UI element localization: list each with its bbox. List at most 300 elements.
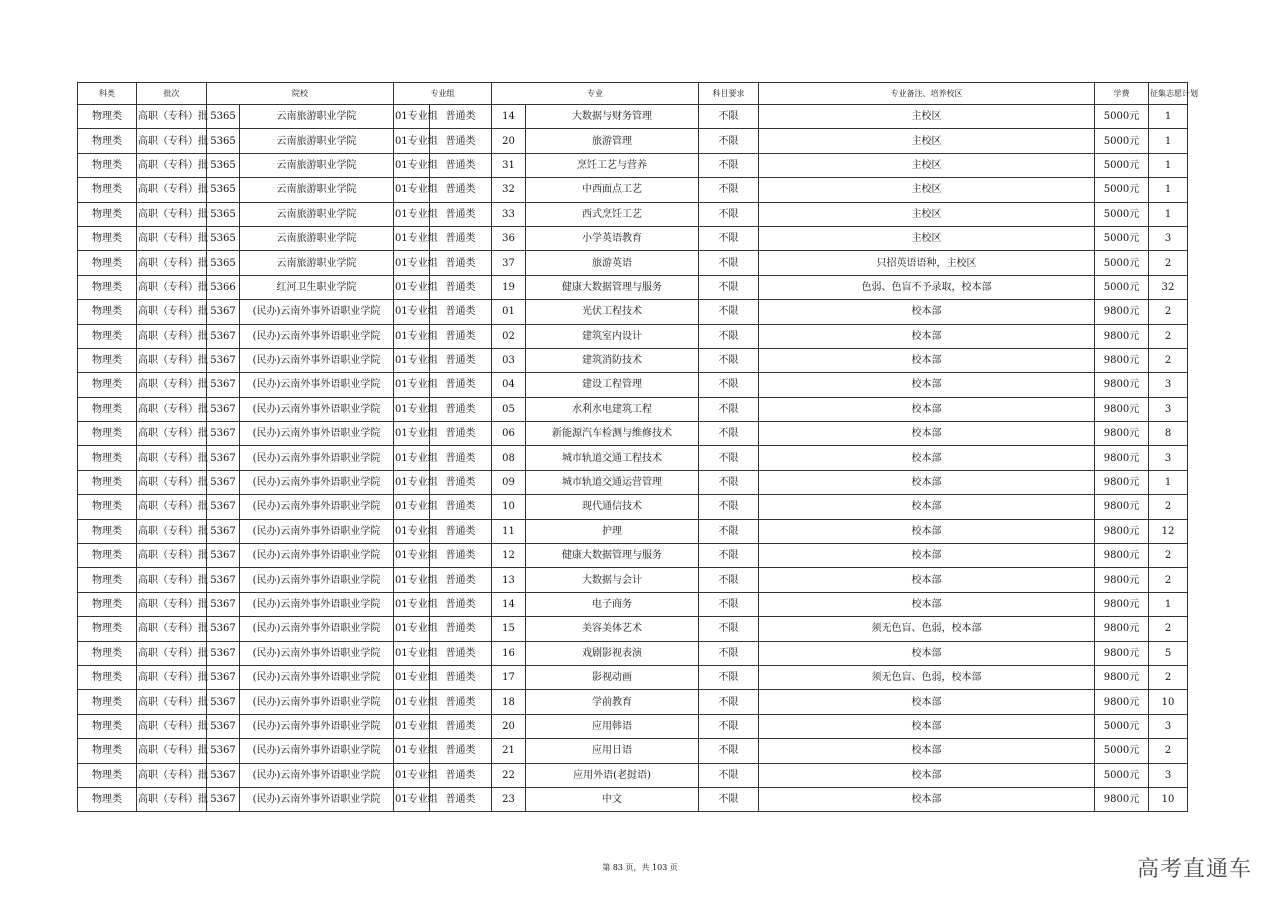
cell-major-code: 09 [492, 470, 526, 494]
cell-remarks: 校本部 [759, 470, 1095, 494]
cell-school-name: 云南旅游职业学院 [240, 105, 394, 129]
cell-group-type: 普通类 [430, 202, 492, 226]
cell-remarks: 校本部 [759, 787, 1095, 811]
cell-batch: 高职（专科）批 [137, 714, 207, 738]
cell-group-type: 普通类 [430, 617, 492, 641]
cell-batch: 高职（专科）批 [137, 519, 207, 543]
cell-school-code: 5367 [207, 373, 240, 397]
cell-batch: 高职（专科）批 [137, 397, 207, 421]
cell-plan: 2 [1149, 495, 1188, 519]
cell-category: 物理类 [78, 690, 137, 714]
cell-remarks: 主校区 [759, 226, 1095, 250]
cell-major-code: 15 [492, 617, 526, 641]
cell-major-name: 大数据与会计 [526, 568, 699, 592]
cell-remarks: 校本部 [759, 714, 1095, 738]
cell-school-code: 5366 [207, 275, 240, 299]
cell-category: 物理类 [78, 470, 137, 494]
cell-plan: 3 [1149, 714, 1188, 738]
cell-major-code: 16 [492, 641, 526, 665]
cell-major-code: 03 [492, 348, 526, 372]
table-header-row [78, 83, 1188, 105]
cell-school-code: 5365 [207, 226, 240, 250]
cell-batch: 高职（专科）批 [137, 178, 207, 202]
cell-tuition: 9800元 [1095, 665, 1149, 689]
cell-group-name: 01专业组 [394, 178, 430, 202]
cell-plan: 2 [1149, 739, 1188, 763]
cell-major-code: 18 [492, 690, 526, 714]
cell-group-type: 普通类 [430, 470, 492, 494]
cell-category: 物理类 [78, 519, 137, 543]
cell-group-name: 01专业组 [394, 324, 430, 348]
cell-batch: 高职（专科）批 [137, 763, 207, 787]
table-row [78, 373, 1188, 397]
cell-school-code: 5365 [207, 153, 240, 177]
cell-plan: 2 [1149, 617, 1188, 641]
cell-subject-requirement: 不限 [699, 300, 759, 324]
table-row [78, 763, 1188, 787]
cell-batch: 高职（专科）批 [137, 641, 207, 665]
cell-group-name: 01专业组 [394, 665, 430, 689]
cell-major-name: 电子商务 [526, 592, 699, 616]
cell-category: 物理类 [78, 251, 137, 275]
cell-major-code: 23 [492, 787, 526, 811]
cell-school-name: (民办)云南外事外语职业学院 [240, 446, 394, 470]
cell-school-code: 5365 [207, 251, 240, 275]
cell-major-code: 05 [492, 397, 526, 421]
cell-batch: 高职（专科）批 [137, 129, 207, 153]
table-row [78, 397, 1188, 421]
cell-subject-requirement: 不限 [699, 544, 759, 568]
cell-batch: 高职（专科）批 [137, 446, 207, 470]
header-group: 专业组 [394, 83, 492, 105]
cell-group-type: 普通类 [430, 275, 492, 299]
cell-tuition: 5000元 [1095, 251, 1149, 275]
cell-tuition: 9800元 [1095, 519, 1149, 543]
header-subject-requirement: 科目要求 [699, 83, 759, 105]
cell-school-name: (民办)云南外事外语职业学院 [240, 592, 394, 616]
cell-school-code: 5365 [207, 202, 240, 226]
cell-major-name: 中文 [526, 787, 699, 811]
cell-group-type: 普通类 [430, 568, 492, 592]
cell-subject-requirement: 不限 [699, 690, 759, 714]
cell-group-name: 01专业组 [394, 446, 430, 470]
admissions-table-container [77, 82, 1198, 812]
cell-batch: 高职（专科）批 [137, 251, 207, 275]
cell-school-code: 5367 [207, 641, 240, 665]
cell-school-code: 5367 [207, 568, 240, 592]
cell-group-type: 普通类 [430, 348, 492, 372]
cell-subject-requirement: 不限 [699, 178, 759, 202]
cell-school-code: 5365 [207, 129, 240, 153]
cell-major-code: 10 [492, 495, 526, 519]
cell-subject-requirement: 不限 [699, 495, 759, 519]
cell-batch: 高职（专科）批 [137, 275, 207, 299]
cell-remarks: 须无色盲、色弱，校本部 [759, 617, 1095, 641]
cell-remarks: 主校区 [759, 153, 1095, 177]
header-batch: 批次 [137, 83, 207, 105]
cell-school-name: (民办)云南外事外语职业学院 [240, 519, 394, 543]
cell-major-name: 新能源汽车检测与维修技术 [526, 422, 699, 446]
cell-school-name: 云南旅游职业学院 [240, 226, 394, 250]
cell-batch: 高职（专科）批 [137, 105, 207, 129]
cell-plan: 2 [1149, 568, 1188, 592]
cell-subject-requirement: 不限 [699, 129, 759, 153]
cell-plan: 1 [1149, 129, 1188, 153]
table-row [78, 300, 1188, 324]
table-row [78, 129, 1188, 153]
cell-category: 物理类 [78, 373, 137, 397]
cell-school-name: (民办)云南外事外语职业学院 [240, 739, 394, 763]
cell-subject-requirement: 不限 [699, 470, 759, 494]
cell-remarks: 主校区 [759, 202, 1095, 226]
table-row [78, 153, 1188, 177]
cell-subject-requirement: 不限 [699, 202, 759, 226]
cell-plan: 2 [1149, 300, 1188, 324]
cell-remarks: 只招英语语种，主校区 [759, 251, 1095, 275]
cell-tuition: 9800元 [1095, 592, 1149, 616]
cell-major-name: 影视动画 [526, 665, 699, 689]
cell-group-name: 01专业组 [394, 787, 430, 811]
cell-batch: 高职（专科）批 [137, 568, 207, 592]
cell-group-name: 01专业组 [394, 373, 430, 397]
cell-major-name: 建筑室内设计 [526, 324, 699, 348]
cell-tuition: 5000元 [1095, 739, 1149, 763]
cell-major-name: 护理 [526, 519, 699, 543]
cell-group-type: 普通类 [430, 397, 492, 421]
header-school: 院校 [207, 83, 394, 105]
cell-school-code: 5367 [207, 300, 240, 324]
header-major: 专业 [492, 83, 699, 105]
cell-tuition: 9800元 [1095, 568, 1149, 592]
table-row [78, 568, 1188, 592]
table-row [78, 665, 1188, 689]
cell-subject-requirement: 不限 [699, 446, 759, 470]
cell-category: 物理类 [78, 568, 137, 592]
cell-major-code: 04 [492, 373, 526, 397]
cell-batch: 高职（专科）批 [137, 617, 207, 641]
cell-group-type: 普通类 [430, 178, 492, 202]
cell-remarks: 校本部 [759, 324, 1095, 348]
cell-tuition: 5000元 [1095, 105, 1149, 129]
cell-school-name: 云南旅游职业学院 [240, 129, 394, 153]
cell-group-name: 01专业组 [394, 226, 430, 250]
cell-subject-requirement: 不限 [699, 665, 759, 689]
cell-category: 物理类 [78, 446, 137, 470]
cell-category: 物理类 [78, 544, 137, 568]
cell-plan: 5 [1149, 641, 1188, 665]
cell-plan: 1 [1149, 178, 1188, 202]
cell-school-code: 5367 [207, 665, 240, 689]
cell-group-name: 01专业组 [394, 763, 430, 787]
cell-batch: 高职（专科）批 [137, 422, 207, 446]
cell-category: 物理类 [78, 422, 137, 446]
table-row [78, 105, 1188, 129]
cell-subject-requirement: 不限 [699, 617, 759, 641]
cell-group-name: 01专业组 [394, 568, 430, 592]
cell-group-type: 普通类 [430, 495, 492, 519]
cell-group-type: 普通类 [430, 446, 492, 470]
cell-remarks: 校本部 [759, 739, 1095, 763]
cell-major-code: 33 [492, 202, 526, 226]
cell-school-name: (民办)云南外事外语职业学院 [240, 544, 394, 568]
cell-tuition: 9800元 [1095, 446, 1149, 470]
cell-category: 物理类 [78, 348, 137, 372]
cell-major-name: 旅游英语 [526, 251, 699, 275]
table-row [78, 446, 1188, 470]
cell-remarks: 校本部 [759, 373, 1095, 397]
table-row [78, 495, 1188, 519]
cell-subject-requirement: 不限 [699, 714, 759, 738]
table-row [78, 470, 1188, 494]
cell-category: 物理类 [78, 397, 137, 421]
cell-group-type: 普通类 [430, 544, 492, 568]
cell-school-code: 5367 [207, 787, 240, 811]
cell-school-name: (民办)云南外事外语职业学院 [240, 617, 394, 641]
cell-remarks: 校本部 [759, 568, 1095, 592]
cell-tuition: 9800元 [1095, 787, 1149, 811]
cell-remarks: 校本部 [759, 446, 1095, 470]
cell-subject-requirement: 不限 [699, 226, 759, 250]
cell-major-code: 17 [492, 665, 526, 689]
header-remarks: 专业备注、培养校区 [759, 83, 1095, 105]
cell-school-code: 5367 [207, 763, 240, 787]
table-row [78, 202, 1188, 226]
cell-category: 物理类 [78, 641, 137, 665]
cell-group-type: 普通类 [430, 105, 492, 129]
cell-group-name: 01专业组 [394, 105, 430, 129]
table-body [78, 105, 1188, 812]
cell-major-name: 中西面点工艺 [526, 178, 699, 202]
cell-group-name: 01专业组 [394, 129, 430, 153]
cell-plan: 1 [1149, 105, 1188, 129]
cell-remarks: 主校区 [759, 178, 1095, 202]
cell-school-name: (民办)云南外事外语职业学院 [240, 665, 394, 689]
cell-major-name: 城市轨道交通工程技术 [526, 446, 699, 470]
header-plan: 征集志愿计划 [1149, 83, 1188, 105]
table-row [78, 519, 1188, 543]
cell-batch: 高职（专科）批 [137, 495, 207, 519]
cell-group-name: 01专业组 [394, 519, 430, 543]
cell-category: 物理类 [78, 324, 137, 348]
cell-plan: 1 [1149, 470, 1188, 494]
cell-group-name: 01专业组 [394, 153, 430, 177]
cell-group-type: 普通类 [430, 690, 492, 714]
cell-major-name: 健康大数据管理与服务 [526, 275, 699, 299]
cell-remarks: 校本部 [759, 495, 1095, 519]
cell-group-type: 普通类 [430, 519, 492, 543]
table-row [78, 544, 1188, 568]
cell-major-name: 小学英语教育 [526, 226, 699, 250]
cell-category: 物理类 [78, 495, 137, 519]
cell-school-code: 5367 [207, 422, 240, 446]
cell-school-code: 5367 [207, 690, 240, 714]
cell-tuition: 9800元 [1095, 348, 1149, 372]
cell-school-code: 5365 [207, 105, 240, 129]
cell-tuition: 9800元 [1095, 470, 1149, 494]
cell-school-name: (民办)云南外事外语职业学院 [240, 763, 394, 787]
table-row [78, 226, 1188, 250]
cell-group-type: 普通类 [430, 373, 492, 397]
cell-subject-requirement: 不限 [699, 763, 759, 787]
table-row [78, 739, 1188, 763]
cell-school-name: (民办)云南外事外语职业学院 [240, 787, 394, 811]
cell-major-name: 戏剧影视表演 [526, 641, 699, 665]
watermark-logo-text: 高考直通车 [1136, 857, 1252, 882]
cell-school-code: 5367 [207, 446, 240, 470]
cell-group-name: 01专业组 [394, 544, 430, 568]
cell-major-code: 13 [492, 568, 526, 592]
cell-school-name: 云南旅游职业学院 [240, 153, 394, 177]
cell-category: 物理类 [78, 739, 137, 763]
cell-group-type: 普通类 [430, 129, 492, 153]
cell-batch: 高职（专科）批 [137, 665, 207, 689]
cell-tuition: 5000元 [1095, 763, 1149, 787]
cell-major-code: 14 [492, 105, 526, 129]
cell-category: 物理类 [78, 226, 137, 250]
cell-tuition: 9800元 [1095, 397, 1149, 421]
cell-subject-requirement: 不限 [699, 592, 759, 616]
cell-school-name: (民办)云南外事外语职业学院 [240, 470, 394, 494]
table-row [78, 641, 1188, 665]
cell-subject-requirement: 不限 [699, 739, 759, 763]
cell-remarks: 色弱、色盲不予录取，校本部 [759, 275, 1095, 299]
cell-major-name: 大数据与财务管理 [526, 105, 699, 129]
cell-major-code: 01 [492, 300, 526, 324]
cell-tuition: 9800元 [1095, 300, 1149, 324]
cell-remarks: 校本部 [759, 422, 1095, 446]
cell-group-name: 01专业组 [394, 690, 430, 714]
cell-plan: 12 [1149, 519, 1188, 543]
cell-school-code: 5367 [207, 495, 240, 519]
cell-tuition: 9800元 [1095, 690, 1149, 714]
cell-school-code: 5367 [207, 544, 240, 568]
cell-major-code: 31 [492, 153, 526, 177]
cell-group-name: 01专业组 [394, 348, 430, 372]
cell-plan: 3 [1149, 226, 1188, 250]
cell-subject-requirement: 不限 [699, 397, 759, 421]
cell-tuition: 9800元 [1095, 617, 1149, 641]
cell-batch: 高职（专科）批 [137, 739, 207, 763]
cell-plan: 10 [1149, 690, 1188, 714]
cell-major-code: 36 [492, 226, 526, 250]
table-row [78, 787, 1188, 811]
cell-group-name: 01专业组 [394, 641, 430, 665]
cell-school-name: (民办)云南外事外语职业学院 [240, 641, 394, 665]
table-row [78, 251, 1188, 275]
cell-category: 物理类 [78, 129, 137, 153]
cell-tuition: 9800元 [1095, 641, 1149, 665]
cell-batch: 高职（专科）批 [137, 300, 207, 324]
table-row [78, 714, 1188, 738]
cell-plan: 2 [1149, 348, 1188, 372]
cell-tuition: 9800元 [1095, 495, 1149, 519]
cell-tuition: 5000元 [1095, 178, 1149, 202]
cell-batch: 高职（专科）批 [137, 690, 207, 714]
cell-group-type: 普通类 [430, 665, 492, 689]
cell-remarks: 校本部 [759, 544, 1095, 568]
cell-group-name: 01专业组 [394, 397, 430, 421]
cell-school-name: (民办)云南外事外语职业学院 [240, 373, 394, 397]
cell-tuition: 5000元 [1095, 153, 1149, 177]
cell-school-code: 5367 [207, 397, 240, 421]
cell-category: 物理类 [78, 665, 137, 689]
cell-tuition: 5000元 [1095, 202, 1149, 226]
cell-plan: 1 [1149, 592, 1188, 616]
cell-batch: 高职（专科）批 [137, 324, 207, 348]
cell-category: 物理类 [78, 617, 137, 641]
cell-major-code: 14 [492, 592, 526, 616]
cell-school-name: (民办)云南外事外语职业学院 [240, 422, 394, 446]
cell-school-code: 5365 [207, 178, 240, 202]
cell-group-name: 01专业组 [394, 251, 430, 275]
cell-major-name: 西式烹饪工艺 [526, 202, 699, 226]
cell-school-code: 5367 [207, 739, 240, 763]
table-row [78, 324, 1188, 348]
cell-group-type: 普通类 [430, 153, 492, 177]
cell-tuition: 5000元 [1095, 714, 1149, 738]
cell-batch: 高职（专科）批 [137, 544, 207, 568]
cell-plan: 10 [1149, 787, 1188, 811]
cell-category: 物理类 [78, 763, 137, 787]
cell-subject-requirement: 不限 [699, 275, 759, 299]
cell-group-name: 01专业组 [394, 739, 430, 763]
cell-batch: 高职（专科）批 [137, 470, 207, 494]
header-tuition: 学费 [1095, 83, 1149, 105]
cell-school-code: 5367 [207, 470, 240, 494]
cell-subject-requirement: 不限 [699, 422, 759, 446]
cell-school-name: (民办)云南外事外语职业学院 [240, 495, 394, 519]
cell-school-code: 5367 [207, 348, 240, 372]
cell-plan: 1 [1149, 202, 1188, 226]
cell-group-name: 01专业组 [394, 592, 430, 616]
cell-batch: 高职（专科）批 [137, 202, 207, 226]
cell-major-name: 现代通信技术 [526, 495, 699, 519]
cell-group-name: 01专业组 [394, 470, 430, 494]
cell-school-name: (民办)云南外事外语职业学院 [240, 568, 394, 592]
cell-remarks: 校本部 [759, 397, 1095, 421]
cell-subject-requirement: 不限 [699, 519, 759, 543]
cell-plan: 3 [1149, 446, 1188, 470]
cell-batch: 高职（专科）批 [137, 592, 207, 616]
cell-batch: 高职（专科）批 [137, 153, 207, 177]
cell-school-name: 红河卫生职业学院 [240, 275, 394, 299]
cell-tuition: 5000元 [1095, 129, 1149, 153]
cell-school-name: (民办)云南外事外语职业学院 [240, 714, 394, 738]
cell-group-type: 普通类 [430, 300, 492, 324]
cell-major-code: 20 [492, 129, 526, 153]
cell-plan: 2 [1149, 665, 1188, 689]
table-row [78, 275, 1188, 299]
cell-school-code: 5367 [207, 519, 240, 543]
cell-major-code: 22 [492, 763, 526, 787]
cell-group-type: 普通类 [430, 739, 492, 763]
cell-major-name: 城市轨道交通运营管理 [526, 470, 699, 494]
cell-major-name: 光伏工程技术 [526, 300, 699, 324]
cell-remarks: 主校区 [759, 129, 1095, 153]
cell-tuition: 5000元 [1095, 226, 1149, 250]
cell-plan: 2 [1149, 324, 1188, 348]
cell-category: 物理类 [78, 592, 137, 616]
cell-school-code: 5367 [207, 324, 240, 348]
cell-remarks: 须无色盲、色弱，校本部 [759, 665, 1095, 689]
cell-group-name: 01专业组 [394, 275, 430, 299]
cell-school-code: 5367 [207, 592, 240, 616]
cell-major-name: 健康大数据管理与服务 [526, 544, 699, 568]
cell-plan: 8 [1149, 422, 1188, 446]
cell-subject-requirement: 不限 [699, 568, 759, 592]
cell-major-name: 应用外语(老挝语) [526, 763, 699, 787]
cell-major-code: 21 [492, 739, 526, 763]
